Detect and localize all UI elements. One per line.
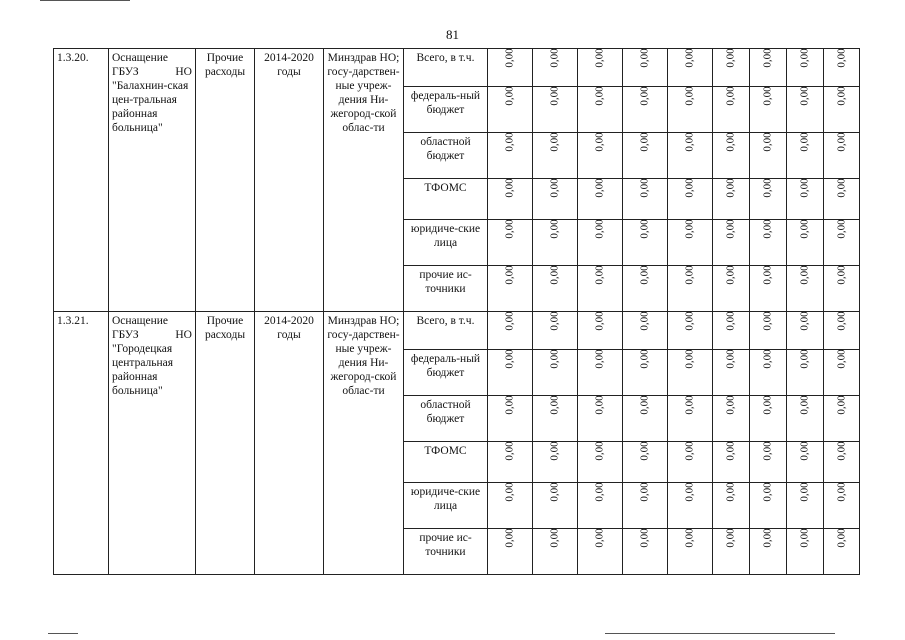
value-cell [824,49,860,87]
funding-source-label: областной бюджет [404,133,488,179]
value-text: 0,00 [594,265,606,285]
value-cell [824,179,860,220]
value-cell [713,87,750,133]
table-row [54,49,860,87]
value-text: 0,00 [594,86,606,106]
value-cell [824,396,860,442]
value-cell [533,133,578,179]
value-cell [824,442,860,483]
value-cell [533,350,578,396]
funding-source-label: областной бюджет [404,396,488,442]
value-text: 0,00 [684,482,696,502]
value-cell [787,133,824,179]
funding-source-label: федераль-ный бюджет [404,87,488,133]
value-text: 0,00 [504,311,516,331]
value-cell [713,220,750,266]
value-text: 0,00 [835,311,848,331]
value-text: 0,00 [762,132,774,152]
value-text: 0,00 [504,265,516,285]
value-cell [623,266,668,312]
value-cell [578,312,623,350]
value-cell [488,266,533,312]
value-cell [787,350,824,396]
funding-source-label: прочие ис-точники [404,529,488,575]
value-cell [578,529,623,575]
value-text: 0,00 [725,265,737,285]
value-cell [488,87,533,133]
value-cell [750,133,787,179]
value-text: 0,00 [594,528,606,548]
value-cell [750,442,787,483]
value-cell [668,396,713,442]
value-cell [623,529,668,575]
value-text: 0,00 [594,178,606,198]
value-cell [750,220,787,266]
value-text: 0,00 [799,482,811,502]
value-text: 0,00 [684,132,696,152]
value-text: 0,00 [725,482,737,502]
value-text: 0,00 [504,219,516,239]
value-cell [623,87,668,133]
value-text: 0,00 [835,482,848,502]
value-cell [578,483,623,529]
value-text: 0,00 [639,178,651,198]
value-cell [488,133,533,179]
value-text: 0,00 [725,441,737,461]
value-cell [533,483,578,529]
value-cell [668,483,713,529]
value-text: 0,00 [835,178,848,198]
funding-source-label: ТФОМС [404,442,488,483]
scan-artifact-bottom-right [605,633,835,634]
value-text: 0,00 [684,86,696,106]
value-cell [533,49,578,87]
value-text: 0,00 [762,311,774,331]
funding-source-label: юридиче-ские лица [404,483,488,529]
value-text: 0,00 [549,86,561,106]
value-text: 0,00 [504,349,516,369]
value-text: 0,00 [725,178,737,198]
value-text: 0,00 [504,482,516,502]
expense-type-cell: Прочие расходы [196,312,255,575]
value-cell [668,133,713,179]
value-cell [713,179,750,220]
value-text: 0,00 [762,441,774,461]
value-cell [623,220,668,266]
value-cell [488,312,533,350]
value-text: 0,00 [799,265,811,285]
value-text: 0,00 [799,395,811,415]
value-text: 0,00 [504,86,516,106]
value-text: 0,00 [762,48,774,68]
value-text: 0,00 [549,395,561,415]
value-text: 0,00 [639,265,651,285]
value-text: 0,00 [594,482,606,502]
value-text: 0,00 [549,132,561,152]
value-cell [488,396,533,442]
value-text: 0,00 [684,311,696,331]
value-cell [488,442,533,483]
executor-cell: Минздрав НО; госу-дарствен-ные учреж-дения Ни-жегород-ской облас-ти [324,312,404,575]
value-text: 0,00 [799,86,811,106]
value-cell [578,133,623,179]
value-text: 0,00 [762,349,774,369]
value-cell [533,396,578,442]
value-cell [750,396,787,442]
value-text: 0,00 [835,265,848,285]
value-cell [824,266,860,312]
funding-source-label: Всего, в т.ч. [404,49,488,87]
value-text: 0,00 [799,349,811,369]
executor-cell: Минздрав НО; госу-дарствен-ные учреж-дения Ни-жегород-ской облас-ти [324,49,404,312]
value-text: 0,00 [684,395,696,415]
value-text: 0,00 [504,395,516,415]
value-text: 0,00 [639,48,651,68]
value-cell [824,220,860,266]
value-cell [623,312,668,350]
value-cell [578,220,623,266]
value-cell [578,442,623,483]
value-text: 0,00 [639,528,651,548]
value-text: 0,00 [549,265,561,285]
value-text: 0,00 [725,132,737,152]
value-cell [668,220,713,266]
page-number: 81 [446,27,459,42]
value-text: 0,00 [835,86,848,106]
value-cell [623,396,668,442]
funding-source-label: прочие ис-точники [404,266,488,312]
value-cell [668,266,713,312]
item-name-cell: Оснащение ГБУЗ НО "Балахнин-ская цен-тральная районная больница" [109,49,196,312]
value-cell [488,49,533,87]
value-text: 0,00 [594,395,606,415]
table-row [54,312,860,350]
value-cell [824,483,860,529]
value-text: 0,00 [639,441,651,461]
value-text: 0,00 [835,132,848,152]
value-cell [787,220,824,266]
value-text: 0,00 [549,311,561,331]
value-text: 0,00 [799,441,811,461]
value-text: 0,00 [799,311,811,331]
value-cell [787,87,824,133]
value-cell [668,179,713,220]
value-cell [824,350,860,396]
value-cell [787,483,824,529]
value-text: 0,00 [684,48,696,68]
value-cell [713,312,750,350]
value-cell [750,87,787,133]
value-text: 0,00 [725,219,737,239]
value-cell [578,266,623,312]
value-cell [750,266,787,312]
value-text: 0,00 [835,349,848,369]
value-cell [623,49,668,87]
value-text: 0,00 [594,441,606,461]
value-text: 0,00 [594,48,606,68]
value-text: 0,00 [762,219,774,239]
value-cell [824,529,860,575]
value-text: 0,00 [639,132,651,152]
funding-source-label: Всего, в т.ч. [404,312,488,350]
value-cell [488,220,533,266]
value-text: 0,00 [725,395,737,415]
value-cell [623,179,668,220]
expense-type-cell: Прочие расходы [196,49,255,312]
value-text: 0,00 [549,482,561,502]
value-cell [787,396,824,442]
funding-source-label: юридиче-ские лица [404,220,488,266]
value-cell [623,483,668,529]
value-text: 0,00 [684,528,696,548]
value-text: 0,00 [549,528,561,548]
funding-source-label: ТФОМС [404,179,488,220]
value-cell [713,529,750,575]
value-cell [750,483,787,529]
scan-artifact-top [40,0,130,1]
value-text: 0,00 [835,441,848,461]
period-cell: 2014-2020 годы [255,49,324,312]
value-text: 0,00 [594,311,606,331]
value-text: 0,00 [684,441,696,461]
value-cell [713,396,750,442]
value-text: 0,00 [799,132,811,152]
value-cell [533,220,578,266]
value-cell [488,179,533,220]
value-cell [623,133,668,179]
value-cell [787,442,824,483]
value-cell [750,350,787,396]
item-id-cell: 1.3.21. [54,312,109,575]
value-text: 0,00 [799,48,811,68]
value-text: 0,00 [549,178,561,198]
value-cell [750,49,787,87]
value-text: 0,00 [639,86,651,106]
value-cell [713,49,750,87]
value-text: 0,00 [835,395,848,415]
value-text: 0,00 [594,349,606,369]
value-text: 0,00 [594,132,606,152]
value-text: 0,00 [762,265,774,285]
value-cell [578,396,623,442]
value-cell [787,266,824,312]
value-text: 0,00 [725,349,737,369]
value-text: 0,00 [504,178,516,198]
value-cell [824,312,860,350]
value-cell [488,483,533,529]
value-text: 0,00 [549,219,561,239]
value-text: 0,00 [684,219,696,239]
value-cell [668,529,713,575]
value-text: 0,00 [549,349,561,369]
value-cell [488,529,533,575]
value-cell [824,133,860,179]
value-cell [533,179,578,220]
value-cell [750,179,787,220]
period-cell: 2014-2020 годы [255,312,324,575]
value-cell [578,179,623,220]
value-text: 0,00 [835,528,848,548]
value-cell [668,350,713,396]
value-text: 0,00 [762,395,774,415]
value-text: 0,00 [549,441,561,461]
value-text: 0,00 [684,265,696,285]
value-cell [787,312,824,350]
value-cell [533,442,578,483]
value-cell [750,312,787,350]
value-cell [578,49,623,87]
value-cell [623,350,668,396]
scan-artifact-bottom-left [48,633,78,634]
value-text: 0,00 [725,86,737,106]
value-cell [824,87,860,133]
value-cell [787,529,824,575]
value-text: 0,00 [504,528,516,548]
value-text: 0,00 [504,441,516,461]
value-cell [668,87,713,133]
value-cell [533,87,578,133]
value-text: 0,00 [725,311,737,331]
value-cell [713,483,750,529]
value-cell [713,442,750,483]
value-text: 0,00 [799,219,811,239]
value-cell [533,266,578,312]
value-text: 0,00 [684,178,696,198]
value-text: 0,00 [639,311,651,331]
value-text: 0,00 [639,482,651,502]
value-text: 0,00 [639,395,651,415]
value-cell [533,312,578,350]
value-text: 0,00 [639,219,651,239]
value-text: 0,00 [835,48,848,68]
value-text: 0,00 [504,48,516,68]
value-cell [668,49,713,87]
value-cell [713,133,750,179]
item-id-cell: 1.3.20. [54,49,109,312]
program-table [53,48,860,575]
value-cell [750,529,787,575]
value-cell [533,529,578,575]
value-text: 0,00 [594,219,606,239]
value-cell [578,87,623,133]
value-text: 0,00 [835,219,848,239]
value-text: 0,00 [504,132,516,152]
value-cell [578,350,623,396]
funding-source-label: федераль-ный бюджет [404,350,488,396]
value-text: 0,00 [762,528,774,548]
value-cell [623,442,668,483]
value-text: 0,00 [684,349,696,369]
value-cell [668,312,713,350]
value-cell [713,350,750,396]
value-text: 0,00 [762,482,774,502]
item-name-cell: Оснащение ГБУЗ НО "Городецкая центральная районная больница" [109,312,196,575]
value-cell [488,350,533,396]
value-cell [787,179,824,220]
value-text: 0,00 [762,86,774,106]
value-text: 0,00 [725,48,737,68]
value-cell [787,49,824,87]
value-text: 0,00 [762,178,774,198]
value-text: 0,00 [725,528,737,548]
value-text: 0,00 [549,48,561,68]
value-cell [668,442,713,483]
value-text: 0,00 [799,178,811,198]
value-text: 0,00 [799,528,811,548]
value-text: 0,00 [639,349,651,369]
value-cell [713,266,750,312]
